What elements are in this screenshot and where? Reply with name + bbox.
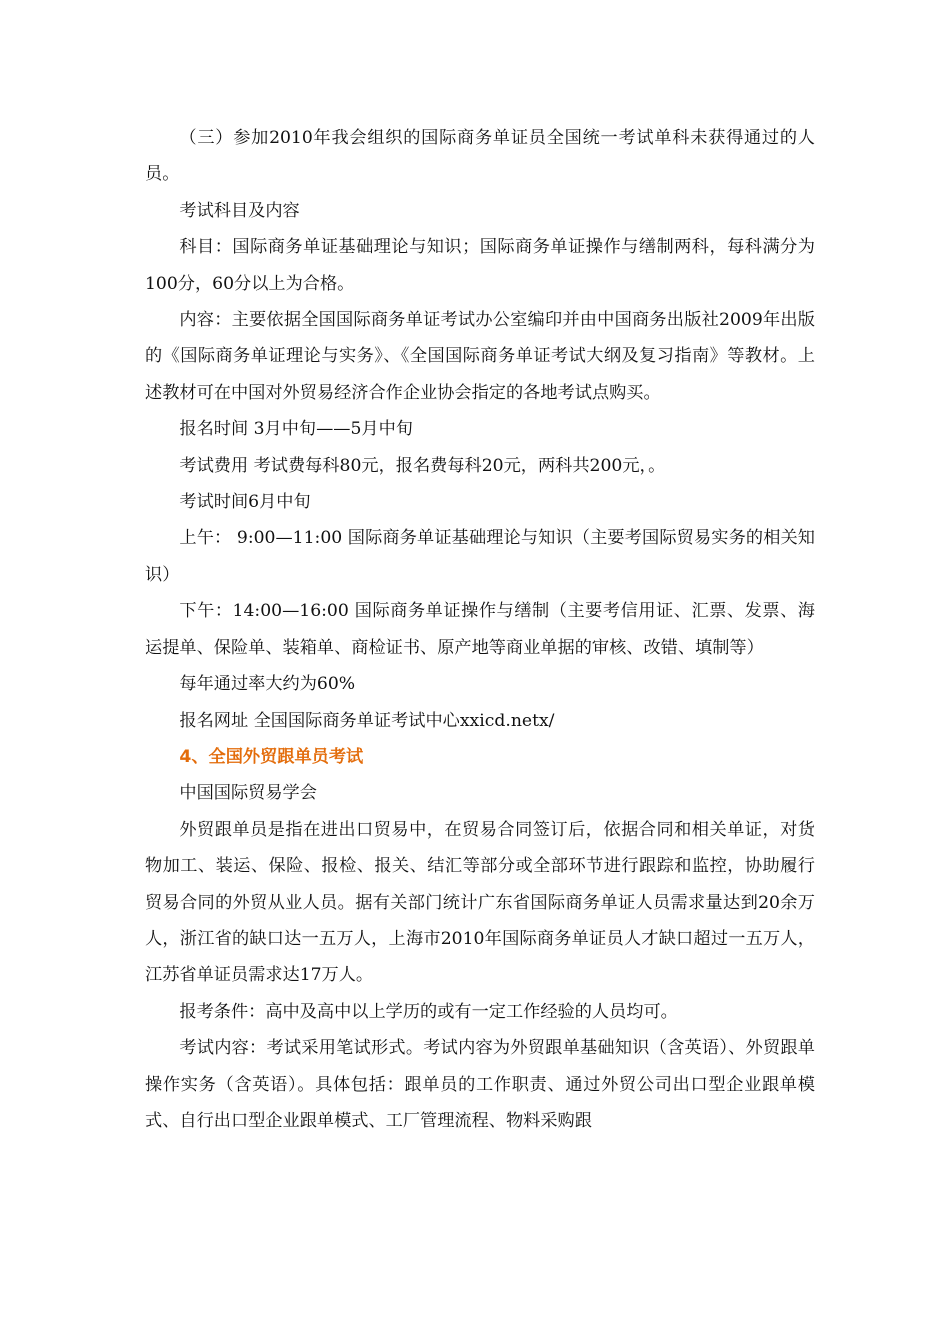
paragraph-exam-time: 考试时间6月中旬 xyxy=(179,492,311,513)
paragraph-pass-rate: 每年通过率大约为60% xyxy=(179,674,356,695)
paragraph-registration-site: 报名网址 全国国际商务单证考试中心xxicd.netx/ xyxy=(179,710,555,731)
section-heading: 4、全国外贸跟单员考试 xyxy=(179,746,364,767)
paragraph-subjects: 科目：国际商务单证基础理论与知识；国际商务单证操作与缮制两科，每科满分为100分，60分以上为合格。 xyxy=(145,237,815,294)
paragraph-registration-time: 报名时间 3月中旬——5月中旬 xyxy=(179,419,413,440)
paragraph-organizer: 中国国际贸易学会 xyxy=(179,783,317,804)
paragraph-definition: 外贸跟单员是指在进出口贸易中，在贸易合同签订后，依据合同和相关单证，对货物加工、装运、保险、报检、报关、结汇等部分或全部环节进行跟踪和监控，协助履行贸易合同的外贸从业人员。据有关部门统计广东省国际商务单证人员需求量达到20余万人，浙江省的缺口达一五万人，上海市2010年国际商务单证员人才缺口超过一五万人，江苏省单证员需求达17万人。 xyxy=(145,819,815,986)
paragraph-content: 内容：主要依据全国国际商务单证考试办公室编印并由中国商务出版社2009年出版的《国际商务单证理论与实务》、《全国国际商务单证考试大纲及复习指南》等教材。上述教材可在中国对外贸易经济合作企业协会指定的各地考试点购买。 xyxy=(145,310,815,403)
paragraph-requirements: 报考条件：高中及高中以上学历的或有一定工作经验的人员均可。 xyxy=(179,1001,678,1022)
document-page xyxy=(145,120,815,1139)
paragraph-exam-fee: 考试费用 考试费每科80元，报名费每科20元，两科共200元，。 xyxy=(179,455,666,476)
paragraph-morning-session: 上午： 9:00—11:00 国际商务单证基础理论与知识（主要考国际贸易实务的相关知识） xyxy=(145,528,815,585)
paragraph-subjects-title: 考试科目及内容 xyxy=(179,200,300,221)
paragraph-afternoon-session: 下午：14:00—16:00 国际商务单证操作与缮制（主要考信用证、汇票、发票、海运提单、保险单、装箱单、商检证书、原产地等商业单据的审核、改错、填制等） xyxy=(145,601,815,658)
paragraph-eligibility: （三）参加2010年我会组织的国际商务单证员全国统一考试单科未获得通过的人员。 xyxy=(145,128,815,185)
paragraph-exam-content: 考试内容：考试采用笔试形式。考试内容为外贸跟单基础知识（含英语）、外贸跟单操作实务（含英语）。具体包括：跟单员的工作职责、通过外贸公司出口型企业跟单模式、自行出口型企业跟单模式、工厂管理流程、物料采购跟 xyxy=(145,1038,815,1131)
